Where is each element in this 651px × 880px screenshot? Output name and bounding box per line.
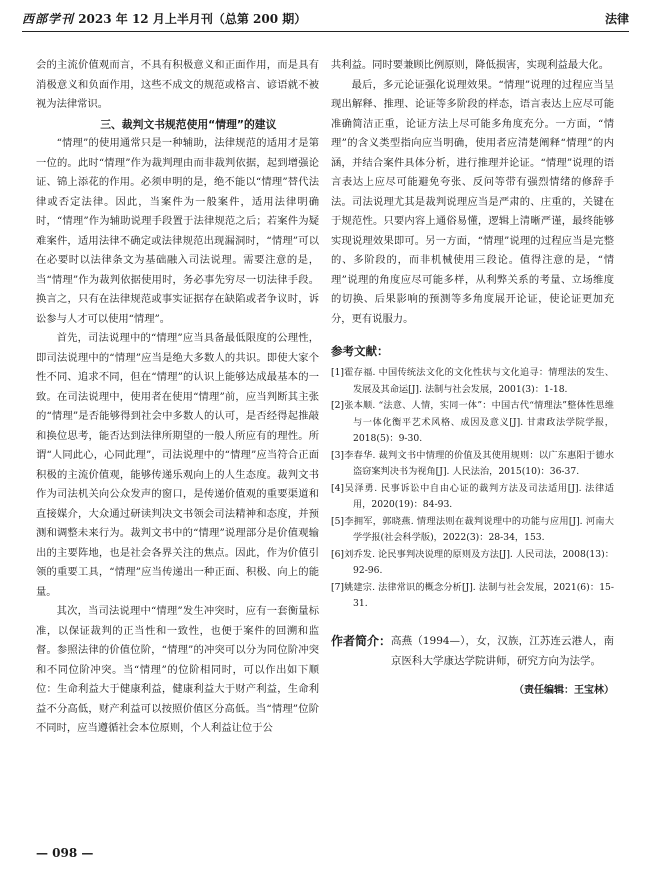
references-list: [331, 365, 614, 613]
issue-info: 2023 年 12 月上半月刊（总第 200 期）: [78, 12, 307, 26]
author-bio-label: 作者简介：: [331, 633, 392, 648]
author-bio-text: 高燕（1994—），女，汉族，江苏连云港人，南京医科大学康达学院讲师，研究方向为法学。: [391, 634, 614, 667]
paragraph-1: “情理”的使用通常只是一种辅助，法律规范的适用才是第一位的。此时“情理”作为裁判理由而非裁判依据，起到增强论证、锦上添花的作用。必须申明的是，绝不能以“情理”替代法律或否定法律。因此，当案件为一般案件，适用法律明确时，“情理”作为辅助说理手段置于法律规范之后；若案件为疑难案件，适用法律不确定或法律规范出现漏洞时，“情理”可以在必要时以法律条文为基础融入司法说理。需要注意的是，当“情理”作为裁判依据使用时，务必事先穷尽一切法律手段。换言之，只有在法律规范或事实证据存在缺陷或者争议时，诉讼参与人才可以使用“情理”。: [36, 137, 319, 325]
paragraph-4: 最后，多元论证强化说理效果。“情理”说理的过程应当呈现出解释、推理、论证等多阶段的样态，语言表达上应尽可能准确简洁正重，论证方法上尽可能多角度充分。一方面，“情理”的含义类型指向应当明确，使用者应清楚阐释“情理”的内涵，并结合案件具体分析，进行推理并论证。“情理”说理的语言表达上应尽可能避免夸张、反问等带有强烈情绪的修辞手法。司法说理尤其是裁判说理应当是严肃的、庄重的，关键在于规范性。只要内容上通俗易懂，逻辑上清晰严谨，最终能够实现说理效果即可。另一方面，“情理”说理的过程应当是完整的、多阶段的，而非机械使用三段论。值得注意的是，“情理”说理的角度应尽可能多样，从利弊关系的考量、立场维度的切换、后果影响的预测等多角度展开论证，使论证更加充分，更有说服力。: [331, 78, 614, 325]
reference-item: [1]霍存福. 中国传统法文化的文化性状与文化追寻：情理法的发生、发展及其命运[J]. 法制与社会发展，2001(3)：1-18.: [331, 367, 614, 395]
section-heading: 三、裁判文书规范使用“情理”的建议: [100, 117, 277, 131]
references-title: 参考文献：: [331, 344, 389, 358]
journal-logo: 西部学刊: [22, 12, 75, 26]
reference-item: [7]姚建宗. 法律常识的概念分析[J]. 法制与社会发展，2021(6)：15-31.: [331, 581, 614, 609]
paragraph-2: 首先，司法说理中的“情理”应当具备最低限度的公理性，即司法说理中的“情理”应当是绝大多数人的共识。即使大家个性不同、追求不同，但在“情理”的认识上能够达成最基本的一致。在司法说理中，使用者在使用“情理”前，应当判断其主张的“情理”是否能够得到社会中多数人的认可，是否经得起推敲和换位思考，能否达到法律所期望的一般人所应有的理性。所谓“人同此心，心同此理”，司法说理中的“情理”应当符合正面积极的主流价值观，能够传递乐观向上的人生态度。裁判文书作为司法机关向公众发声的窗口，是传递价值观的重要渠道和直接媒介，大众通过研读判决文书领会司法精神和态度，并预测和调整未来行为。裁判文书中的“情理”说理部分是价值观输出的主要阵地，也是社会各界关注的焦点。因此，作为价值引领的重要工具，“情理”应当传递出一种正面、积极、向上的能量。: [36, 332, 319, 598]
running-header: [22, 8, 629, 30]
reference-item: [4]吴泽勇. 民事诉讼中自由心证的裁判方法及司法适用[J]. 法律适用，2020(19)：84-93.: [331, 482, 614, 510]
reference-item: [3]李春华. 裁判文书中情理的价值及其使用规则：以广东惠阳于德水盗窃案判决书为视角[J]. 人民法治，2015(10)：36-37.: [331, 449, 614, 477]
right-column: [331, 56, 614, 700]
journal-issue-line: [22, 10, 306, 27]
reference-item: [2]张本顺. “法意、人情，实同一体”：中国古代“情理法”整体性思维与一体化衡平艺术风格、成因及意义[J]. 甘肃政法学院学报，2018(5)：9-30.: [331, 400, 614, 444]
left-column: [36, 56, 319, 739]
reference-item: [5]李拥军，郭晓燕. 情理法则在裁判说理中的功能与应用[J]. 河南大学学报(社会科学版)，2022(3)：28-34，153.: [331, 515, 614, 543]
section-label: 法律: [604, 12, 629, 26]
paragraph-continued: 会的主流价值观而言，不具有积极意义和正面作用，而是具有消极意义和负面作用，这些不成文的规范或格言、谚语就不被视为法律常识。: [36, 59, 319, 110]
page-number: — 098 —: [36, 846, 94, 860]
reference-item: [6]刘乔发. 论民事判决说理的原则及方法[J]. 人民司法，2008(13)：92-96.: [331, 548, 614, 576]
paragraph-3-continued: 共利益。同时要兼顾比例原则，降低损害，实现利益最大化。: [331, 59, 610, 71]
header-rule: [22, 31, 629, 32]
paragraph-3: 其次，当司法说理中“情理”发生冲突时，应有一套衡量标准，以保证裁判的正当性和一致性，也便于案件的回溯和监督。参照法律的价值位阶，“情理”的冲突可以分为同位阶冲突和不同位阶冲突。当“情理”的位阶相同时，可以作出如下顺位：生命利益大于健康利益，健康利益大于财产利益，生命利益不分高低，财产利益可以按照价值区分高低。当“情理”位阶不同时，应当遵循社会本位原则，个人利益让位于公: [36, 605, 319, 734]
editor-note: （责任编辑：王宝林）: [514, 684, 614, 696]
author-bio: [331, 631, 614, 671]
